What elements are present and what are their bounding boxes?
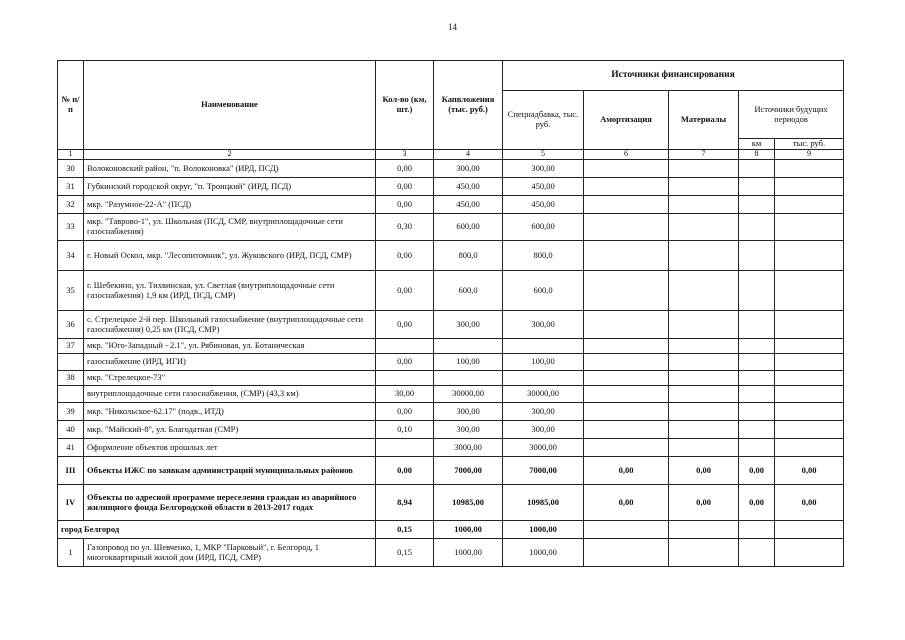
row-amortization [584,354,669,371]
row-materials: 0,00 [669,457,739,485]
row-materials [669,214,739,241]
row-amortization [584,539,669,567]
row-special: 800,0 [503,241,584,271]
row-capital: 300,00 [434,421,503,439]
table-row [58,339,844,354]
row-special: 600,0 [503,271,584,311]
table-row [58,354,844,371]
row-name: газоснабжение (ИРД, ИГИ) [84,354,376,371]
header-km: км [739,139,775,150]
table-row [58,371,844,386]
row-km [739,439,775,457]
row-special: 450,00 [503,178,584,196]
row-capital: 300,00 [434,311,503,339]
row-amortization [584,214,669,241]
row-amortization [584,403,669,421]
row-special: 10985,00 [503,485,584,521]
row-name: г. Новый Оскол, мкр. "Лесопитомник", ул. Жуковского (ИРД, ПСД, СМР) [84,241,376,271]
row-km [739,196,775,214]
table-row [58,457,844,485]
header-amortization: Амортизация [584,91,669,150]
row-qty: 0,00 [376,271,434,311]
row-name: внутриплощадочные сети газоснабжения, (СМР) (43,3 км) [84,386,376,403]
row-qty: 0,00 [376,311,434,339]
row-name: Объекты по адресной программе переселения граждан из аварийного жилищного фонда Белгородской области в 2013-2017 годах [84,485,376,521]
row-no: 34 [58,241,84,271]
row-materials [669,439,739,457]
table-row [58,311,844,339]
city-capital: 1000,00 [434,521,503,539]
row-thousand-rub [775,421,844,439]
row-km [739,311,775,339]
table-row [58,178,844,196]
header-qty: Кол-во (км, шт.) [376,61,434,150]
column-number: 2 [84,150,376,160]
row-no: 40 [58,421,84,439]
row-thousand-rub [775,439,844,457]
row-special: 300,00 [503,403,584,421]
row-capital: 600,0 [434,271,503,311]
row-capital: 300,00 [434,160,503,178]
row-km [739,354,775,371]
row-capital: 300,00 [434,403,503,421]
row-name: мкр. "Майский-8", ул. Благодатная (СМР) [84,421,376,439]
row-special [503,371,584,386]
row-thousand-rub [775,403,844,421]
row-materials [669,386,739,403]
row-amortization [584,386,669,403]
row-special: 7000,00 [503,457,584,485]
row-km [739,214,775,241]
row-no: 33 [58,214,84,241]
column-number: 6 [584,150,669,160]
row-materials [669,241,739,271]
column-number: 5 [503,150,584,160]
table-row [58,196,844,214]
row-thousand-rub [775,386,844,403]
row-capital: 100,00 [434,354,503,371]
header-special: Спецнадбавка, тыс. руб. [503,91,584,150]
row-name: мкр. "Таврово-1", ул. Школьная (ПСД, СМР, внутриплощадочные сети газоснабжения) [84,214,376,241]
row-thousand-rub [775,539,844,567]
row-qty: 0,00 [376,178,434,196]
row-name: г. Шебекино, ул. Тихвинская, ул. Светлая (внутриплощадочные сети газоснабжения) 1,9 км (ИРД, ПСД, СМР) [84,271,376,311]
row-amortization: 0,00 [584,457,669,485]
row-qty [376,371,434,386]
row-no: 35 [58,271,84,311]
row-special: 3000,00 [503,439,584,457]
page-number: 14 [448,22,457,32]
table-row [58,386,844,403]
table-row [58,439,844,457]
table-row [58,403,844,421]
row-thousand-rub [775,160,844,178]
row-qty: 0,00 [376,354,434,371]
row-thousand-rub [775,178,844,196]
row-name: мкр. "Разумное-22-А" (ПСД) [84,196,376,214]
row-no: 41 [58,439,84,457]
row-thousand-rub [775,311,844,339]
header-sources: Источники финансирования [503,61,844,91]
row-thousand-rub: 0,00 [775,485,844,521]
row-materials [669,178,739,196]
city-qty: 0,15 [376,521,434,539]
row-materials [669,311,739,339]
row-thousand-rub: 0,00 [775,457,844,485]
column-number: 8 [739,150,775,160]
row-qty [376,339,434,354]
row-qty: 0,00 [376,457,434,485]
row-name: с. Стрелецкое 2-й пер. Школьный газоснабжение (внутриплощадочные сети газоснабжения) 0,25 км (ПСД, СМР) [84,311,376,339]
row-km: 0,00 [739,457,775,485]
row-thousand-rub [775,241,844,271]
table-row [58,214,844,241]
row-capital: 450,00 [434,196,503,214]
row-no: 32 [58,196,84,214]
row-no: 39 [58,403,84,421]
row-no: 37 [58,339,84,354]
row-km: 0,00 [739,485,775,521]
column-number: 3 [376,150,434,160]
row-amortization [584,339,669,354]
row-name: Волоконовский район, "п. Волоконовка" (ИРД, ПСД) [84,160,376,178]
row-amortization [584,439,669,457]
row-materials [669,196,739,214]
row-qty: 0,00 [376,160,434,178]
city-amortization [584,521,669,539]
header-name: Наименование [84,61,376,150]
row-no: 36 [58,311,84,339]
row-thousand-rub [775,339,844,354]
row-name: Губкинский городской округ, "п. Троицкий" (ИРД, ПСД) [84,178,376,196]
row-materials [669,354,739,371]
row-km [739,241,775,271]
row-capital [434,371,503,386]
row-no: III [58,457,84,485]
row-capital: 800,0 [434,241,503,271]
row-thousand-rub [775,214,844,241]
row-name: мкр. "Юго-Западный - 2.1", ул. Рябиновая, ул. Ботаническая [84,339,376,354]
row-capital: 30000,00 [434,386,503,403]
city-materials [669,521,739,539]
row-km [739,339,775,354]
row-qty [376,439,434,457]
table-row [58,421,844,439]
header-no: № п/п [58,61,84,150]
row-qty: 0,15 [376,539,434,567]
row-special: 300,00 [503,421,584,439]
table-row [58,160,844,178]
row-km [739,539,775,567]
row-materials [669,160,739,178]
row-special: 100,00 [503,354,584,371]
row-special: 300,00 [503,160,584,178]
row-qty: 0,00 [376,241,434,271]
column-number: 7 [669,150,739,160]
row-special: 30000,00 [503,386,584,403]
row-capital: 7000,00 [434,457,503,485]
row-km [739,371,775,386]
row-no: 1 [58,539,84,567]
table-row [58,271,844,311]
column-number: 9 [775,150,844,160]
city-name: город Белгород [58,521,376,539]
row-km [739,178,775,196]
row-km [739,271,775,311]
city-thousand-rub [775,521,844,539]
row-no: 31 [58,178,84,196]
row-special: 300,00 [503,311,584,339]
row-materials [669,339,739,354]
row-thousand-rub [775,271,844,311]
row-km [739,421,775,439]
row-no [58,386,84,403]
column-number: 4 [434,150,503,160]
row-amortization [584,178,669,196]
row-materials [669,271,739,311]
row-special: 600,00 [503,214,584,241]
row-no: IV [58,485,84,521]
row-thousand-rub [775,196,844,214]
city-km [739,521,775,539]
city-row [58,521,844,539]
row-thousand-rub [775,371,844,386]
row-amortization: 0,00 [584,485,669,521]
row-capital: 600,00 [434,214,503,241]
row-amortization [584,371,669,386]
financing-table [57,60,844,567]
row-amortization [584,421,669,439]
row-thousand-rub [775,354,844,371]
row-qty: 0,10 [376,421,434,439]
row-amortization [584,311,669,339]
header-future: Источники будущих периодов [739,91,844,139]
row-name: мкр. "Стрелецкое-73" [84,371,376,386]
header-materials: Материалы [669,91,739,150]
row-capital [434,339,503,354]
row-materials: 0,00 [669,485,739,521]
row-capital: 10985,00 [434,485,503,521]
row-amortization [584,241,669,271]
header-capital: Капвложения (тыс. руб.) [434,61,503,150]
column-number: 1 [58,150,84,160]
row-materials [669,539,739,567]
row-qty: 8,94 [376,485,434,521]
row-name: Объекты ИЖС по заявкам администраций муниципальных районов [84,457,376,485]
row-no: 38 [58,371,84,386]
row-amortization [584,271,669,311]
row-name: Оформление объектов прошлых лет [84,439,376,457]
row-name: мкр. "Никольское-62.17" (подв., ИТД) [84,403,376,421]
row-materials [669,421,739,439]
table-row [58,539,844,567]
row-qty: 0,00 [376,196,434,214]
row-qty: 30,00 [376,386,434,403]
row-amortization [584,196,669,214]
header-thousand-rub: тыс. руб. [775,139,844,150]
row-materials [669,371,739,386]
row-capital: 1000,00 [434,539,503,567]
row-km [739,386,775,403]
row-capital: 3000,00 [434,439,503,457]
row-amortization [584,160,669,178]
row-km [739,160,775,178]
row-materials [669,403,739,421]
row-no: 30 [58,160,84,178]
row-qty: 0,30 [376,214,434,241]
table-row [58,485,844,521]
row-km [739,403,775,421]
row-no [58,354,84,371]
row-name: Газопровод по ул. Шевченко, 1, МКР "Парковый", г. Белгород, 1 многоквартирный жилой дом (ИРД, ПСД, СМР) [84,539,376,567]
row-special [503,339,584,354]
column-number-row [58,150,844,160]
row-special: 1000,00 [503,539,584,567]
row-qty: 0,00 [376,403,434,421]
city-special: 1000,00 [503,521,584,539]
row-special: 450,00 [503,196,584,214]
table-row [58,241,844,271]
row-capital: 450,00 [434,178,503,196]
